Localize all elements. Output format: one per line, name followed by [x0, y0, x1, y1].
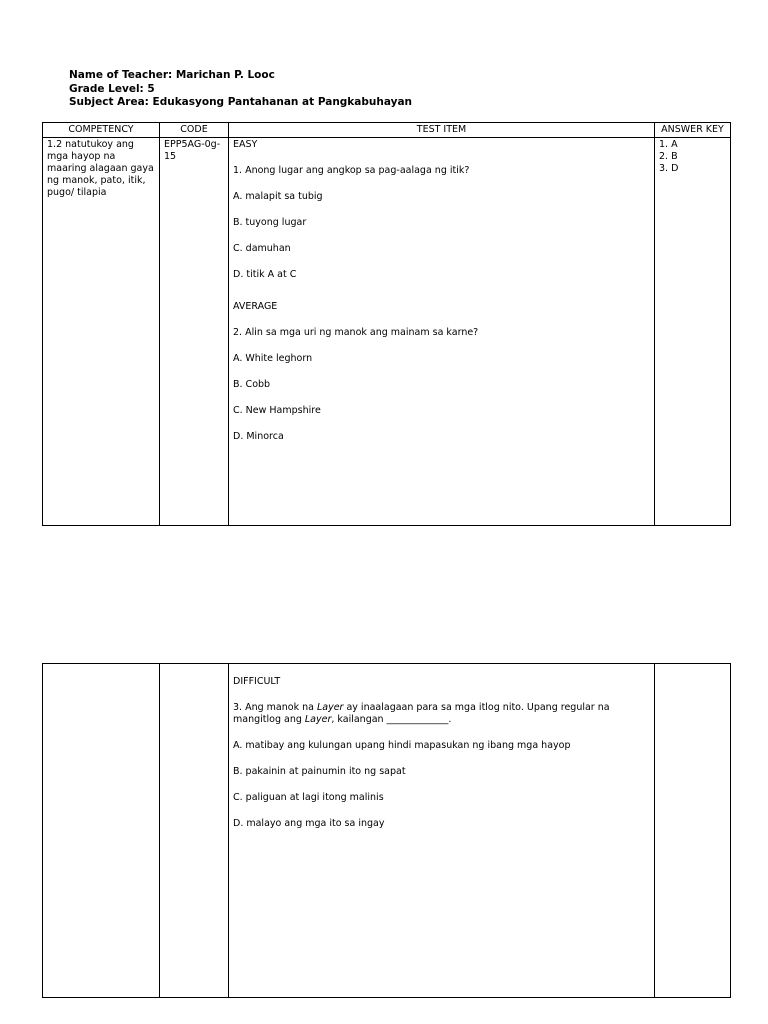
competency-cell-empty — [43, 664, 160, 998]
test-item-table — [42, 122, 731, 526]
code-cell-empty — [160, 664, 229, 998]
grade-level: Grade Level: 5 — [69, 82, 155, 95]
q1-choice-c: C. damuhan — [233, 243, 291, 254]
q3-text-part3: , kailangan _____________. — [331, 714, 452, 725]
subject-area: Subject Area: Edukasyong Pantahanan at Pangkabuhayan — [69, 96, 413, 108]
q3-layer-term: Layer — [316, 702, 344, 713]
q2-choice-c: C. New Hampshire — [233, 405, 321, 416]
table-row — [43, 664, 731, 998]
easy-level-label: EASY — [233, 139, 258, 150]
question-1: 1. Anong lugar ang angkop sa pag-aalaga ng itik? — [233, 165, 470, 176]
answer-1: 1. A — [659, 139, 678, 150]
q3-choice-d: D. malayo ang mga ito sa ingay — [233, 818, 385, 829]
q3-text-part2: ay inaalagaan para sa mga itlog nito. Upang regular na mangitlog ang — [233, 702, 610, 725]
answer-key-cell — [655, 138, 731, 526]
q3-choice-c: C. paliguan at lagi itong malinis — [233, 792, 384, 803]
competency-cell: 1.2 natutukoy ang mga hayop na maaring alagaan gaya ng manok, pato, itik, pugo/ tilapia — [43, 138, 160, 526]
teacher-name: Name of Teacher: Marichan P. Looc — [69, 69, 275, 81]
difficult-level-label: DIFFICULT — [233, 676, 281, 687]
test-item-cell — [229, 138, 655, 526]
test-item-cell — [229, 664, 655, 998]
q2-choice-d: D. Minorca — [233, 431, 284, 442]
q1-choice-b: B. tuyong lugar — [233, 217, 307, 228]
table-row — [43, 138, 731, 526]
question-3 — [233, 702, 650, 726]
table-header-row — [43, 123, 731, 138]
q2-choice-b: B. Cobb — [233, 379, 271, 390]
code-cell: EPP5AG-0g-15 — [160, 138, 229, 526]
column-header-code: CODE — [160, 123, 229, 138]
column-header-answer-key: ANSWER KEY — [655, 123, 731, 138]
answer-3: 3. D — [659, 163, 679, 174]
answer-key-cell-empty — [655, 664, 731, 998]
column-header-competency: COMPETENCY — [43, 123, 160, 138]
test-item-table-continued — [42, 663, 731, 998]
question-2: 2. Alin sa mga uri ng manok ang mainam sa karne? — [233, 327, 479, 338]
q3-text-part1: 3. Ang manok na — [233, 702, 317, 713]
q1-choice-d: D. titik A at C — [233, 269, 297, 280]
q2-choice-a: A. White leghorn — [233, 353, 313, 364]
q3-layer-term-2: Layer — [304, 714, 332, 725]
average-level-label: AVERAGE — [233, 301, 278, 312]
answer-2: 2. B — [659, 151, 678, 162]
column-header-test-item: TEST ITEM — [229, 123, 655, 138]
q1-choice-a: A. malapit sa tubig — [233, 191, 323, 202]
q3-choice-a: A. matibay ang kulungan upang hindi mapasukan ng ibang mga hayop — [233, 740, 571, 751]
document-header — [69, 69, 412, 110]
q3-choice-b: B. pakainin at painumin ito ng sapat — [233, 766, 406, 777]
